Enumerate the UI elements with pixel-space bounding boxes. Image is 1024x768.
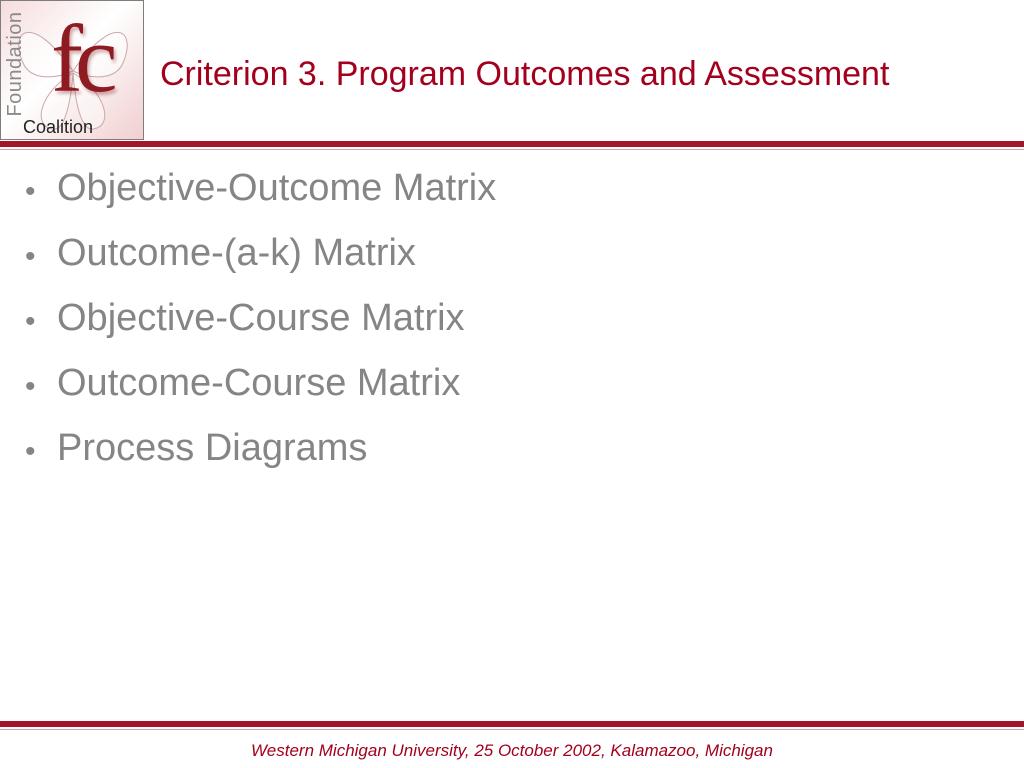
footer-divider-thin — [0, 729, 1024, 730]
bullet-text: Objective-Course Matrix — [57, 297, 465, 339]
bullet-dot-icon: • — [25, 305, 36, 338]
logo-monogram: fc — [51, 5, 110, 112]
footer-divider — [0, 721, 1024, 727]
bullet-text: Outcome-(a-k) Matrix — [57, 232, 416, 274]
slide-title: Criterion 3. Program Outcomes and Assessment — [160, 55, 890, 93]
foundation-coalition-logo — [0, 0, 144, 140]
bullet-text: Objective-Outcome Matrix — [57, 167, 497, 209]
footer-text: Western Michigan University, 25 October 2002, Kalamazoo, Michigan — [251, 741, 773, 760]
bullet-dot-icon: • — [25, 370, 36, 403]
logo-word-vertical: Foundation — [4, 11, 26, 117]
bullet-dot-icon: • — [25, 435, 36, 468]
bullet-dot-icon: • — [25, 240, 36, 273]
header-divider-thin — [0, 149, 1024, 150]
bullet-text: Process Diagrams — [57, 427, 368, 469]
header-divider — [0, 141, 1024, 147]
bullet-dot-icon: • — [25, 175, 36, 208]
logo-word-bottom: Coalition — [23, 117, 94, 137]
bullet-text: Outcome-Course Matrix — [57, 362, 461, 404]
